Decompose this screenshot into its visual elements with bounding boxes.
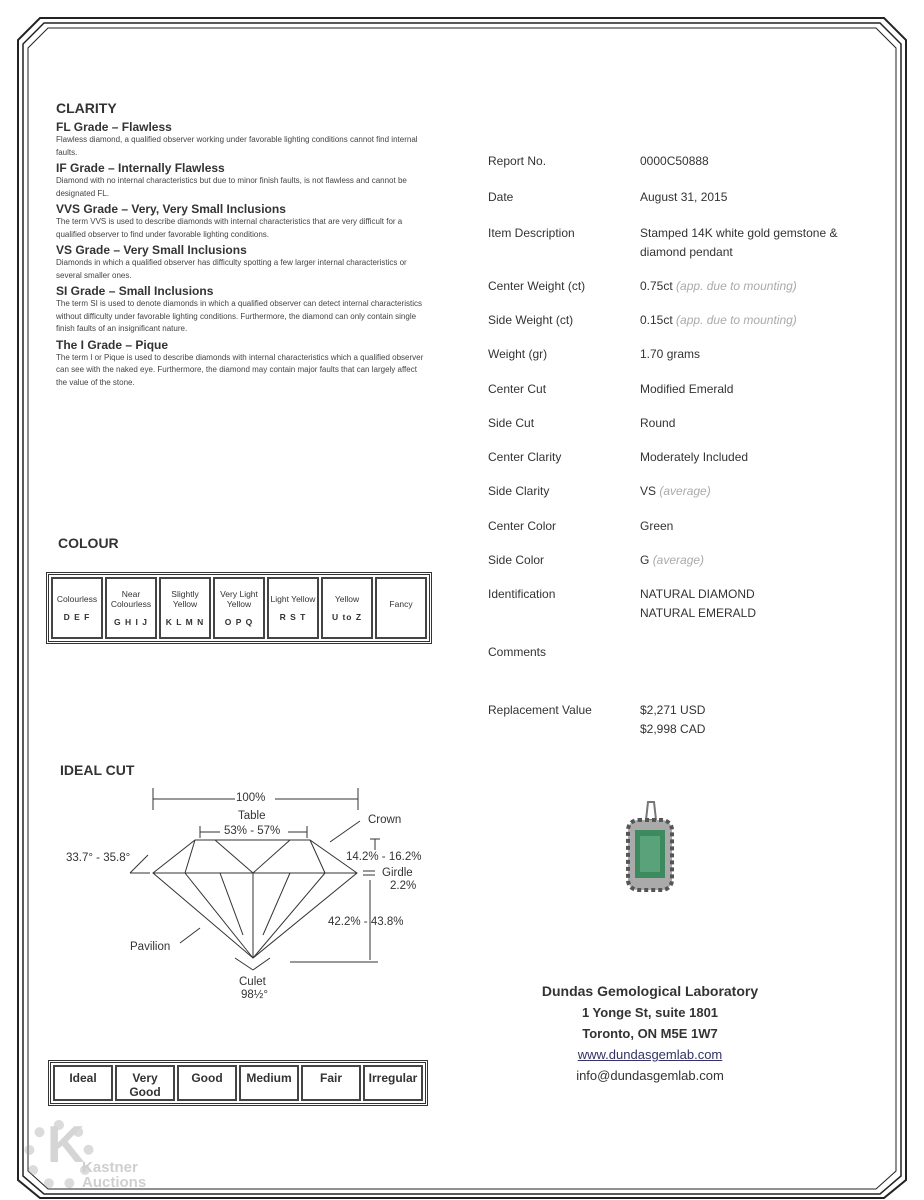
colour-cell: [51, 577, 103, 639]
colour-cell: [267, 577, 319, 639]
grade-title: VVS Grade – Very, Very Small Inclusions: [56, 202, 286, 216]
culet-angle-label: 98½°: [241, 989, 268, 1001]
cut-grade-cell: Good: [177, 1065, 237, 1101]
girdle-label: Girdle: [382, 867, 413, 879]
grade-title: SI Grade – Small Inclusions: [56, 284, 214, 298]
report-label: Side Clarity: [488, 484, 550, 498]
watermark-logo: K Kastner Auctions: [12, 1115, 142, 1195]
grade-description: The term VVS is used to describe diamonds with internal characteristics that are very difficult for a qualified observer to find under favorable lighting conditions.: [56, 217, 403, 239]
report-value: Round: [640, 416, 676, 430]
table-label: Table: [238, 810, 266, 822]
colour-grades: U to Z: [331, 612, 363, 622]
colour-name: Yellow: [334, 594, 360, 604]
grade-description: The term SI is used to denote diamonds in which a qualified observer can detect internal characteristics without difficulty under favorable lighting conditions. Furthermore, the diamond can only contain single finish faults of an insignificant nature.: [56, 299, 422, 333]
grade-description: Flawless diamond, a qualified observer working under favorable lighting conditions cannot find internal faults.: [56, 135, 418, 157]
report-row: [488, 701, 706, 736]
report-row: [488, 482, 711, 501]
report-value: VS: [640, 484, 657, 498]
colour-grades: G H I J: [114, 617, 148, 627]
report-row: [488, 448, 749, 467]
report-row: [488, 551, 705, 570]
grade-description: Diamond with no internal characteristics but due to minor finish faults, is not flawless and cannot be designated FL.: [56, 176, 407, 198]
report-label: Side Cut: [488, 416, 535, 430]
colour-grades: D E F: [63, 612, 91, 622]
report-label: Side Weight (ct): [488, 313, 574, 327]
report-value: Moderately Included: [640, 450, 749, 464]
lab-website-link[interactable]: www.dundasgemlab.com: [577, 1047, 723, 1062]
grade-description: The term I or Pique is used to describe diamonds with internal characteristics which a qualified observer can see with the naked eye. Furthermore, the diamond may contain major faults that can largely affect the value of the stone.: [56, 352, 424, 387]
report-label: Center Color: [488, 519, 557, 533]
report-row: [488, 345, 701, 364]
report-label: Center Weight (ct): [488, 279, 586, 293]
grade-title: FL Grade – Flawless: [56, 120, 172, 134]
report-label: Comments: [488, 645, 547, 659]
report-value: 0000C50888: [640, 154, 709, 168]
clarity-title: CLARITY: [56, 100, 117, 116]
crown-height-label: 14.2% - 16.2%: [346, 851, 422, 863]
report-value: Green: [640, 519, 674, 533]
cut-grade-cell: Irregular: [363, 1065, 423, 1101]
report-value: G: [640, 553, 650, 567]
report-label: Center Cut: [488, 382, 547, 396]
pavilion-label: Pavilion: [130, 941, 171, 953]
report-row: [488, 152, 709, 171]
colour-name: Colourless: [56, 594, 98, 604]
colour-name: Light Yellow: [270, 594, 316, 604]
lab-name: Dundas Gemological Laboratory: [541, 983, 759, 999]
colour-name: Near Colourless: [110, 589, 152, 609]
report-label: Replacement Value: [488, 703, 592, 717]
grade-title: IF Grade – Internally Flawless: [56, 161, 225, 175]
report-row: [488, 188, 728, 207]
grade-title: The I Grade – Pique: [56, 337, 169, 352]
report-value: Modified Emerald: [640, 382, 734, 396]
colour-cell: [321, 577, 373, 639]
report-value: Stamped 14K white gold gemstone &: [640, 226, 838, 240]
report-row: [488, 311, 797, 330]
width-label: 100%: [236, 792, 266, 804]
lab-address2: Toronto, ON M5E 1W7: [582, 1026, 718, 1041]
report-value: August 31, 2015: [640, 190, 728, 204]
lab-info: [520, 980, 780, 1086]
report-label: Identification: [488, 587, 556, 601]
colour-grades: R S T: [279, 612, 307, 622]
colour-name: Slightly Yellow: [171, 589, 199, 609]
clarity-section: [56, 100, 426, 391]
report-note: (app. due to mounting): [676, 313, 797, 327]
table-pct-label: 53% - 57%: [224, 825, 281, 837]
report-row: [488, 414, 676, 433]
colour-grades: O P Q: [224, 617, 254, 627]
grade-title: VS Grade – Very Small Inclusions: [56, 243, 247, 257]
report-note: (average): [659, 484, 711, 498]
cut-grade-cell: Medium: [239, 1065, 299, 1101]
colour-name: Very Light Yellow: [220, 589, 258, 609]
colour-scale-table: [46, 572, 432, 644]
girdle-pct-label: 2.2%: [390, 880, 417, 892]
crown-angle-label: 33.7° - 35.8°: [66, 852, 131, 864]
report-value: 0.15ct: [640, 313, 673, 327]
crown-label: Crown: [368, 814, 402, 826]
report-value: 0.75ct: [640, 279, 673, 293]
colour-cell: [375, 577, 427, 639]
report-label: Center Clarity: [488, 450, 562, 464]
colour-cell: [105, 577, 157, 639]
report-value-line2: diamond pendant: [640, 245, 733, 259]
cut-grade-cell: Fair: [301, 1065, 361, 1101]
colour-title: COLOUR: [58, 535, 119, 551]
report-value: NATURAL DIAMOND: [640, 587, 755, 601]
culet-label: Culet: [239, 976, 266, 988]
watermark-text: Kastner Auctions: [82, 1159, 147, 1191]
pavilion-depth-label: 42.2% - 43.8%: [328, 916, 404, 928]
cut-grade-table: [48, 1060, 428, 1106]
lab-address1: 1 Yonge St, suite 1801: [581, 1005, 719, 1020]
cut-grade-cell: Very Good: [115, 1065, 175, 1101]
ideal-cut-title: IDEAL CUT: [60, 762, 135, 778]
colour-cell: [159, 577, 211, 639]
lab-email: info@dundasgemlab.com: [576, 1068, 724, 1083]
report-row: [488, 585, 757, 620]
report-note: (app. due to mounting): [676, 279, 797, 293]
report-row: [488, 224, 838, 259]
report-value: $2,271 USD: [640, 703, 706, 717]
pendant-photo-icon: [620, 800, 680, 900]
report-row: [488, 277, 797, 296]
report-label: Date: [488, 190, 514, 204]
colour-name: Fancy: [389, 599, 413, 609]
colour-cell: [213, 577, 265, 639]
report-value-line2: $2,998 CAD: [640, 722, 706, 736]
report-label: Item Description: [488, 226, 575, 240]
report-row: [488, 380, 734, 399]
colour-grades: K L M N: [165, 617, 205, 627]
grade-description: Diamonds in which a qualified observer has difficulty spotting a few larger internal characteristics or several smaller ones.: [56, 258, 407, 280]
report-note: (average): [652, 553, 705, 567]
ideal-cut-diagram: [40, 780, 440, 1010]
report-row: [488, 643, 546, 662]
report-label: Weight (gr): [488, 347, 548, 361]
report-row: [488, 517, 674, 536]
report-label: Report No.: [488, 154, 547, 168]
report-value: 1.70 grams: [640, 347, 701, 361]
report-label: Side Color: [488, 553, 545, 567]
report-value-line2: NATURAL EMERALD: [640, 606, 757, 620]
cut-grade-cell: Ideal: [53, 1065, 113, 1101]
